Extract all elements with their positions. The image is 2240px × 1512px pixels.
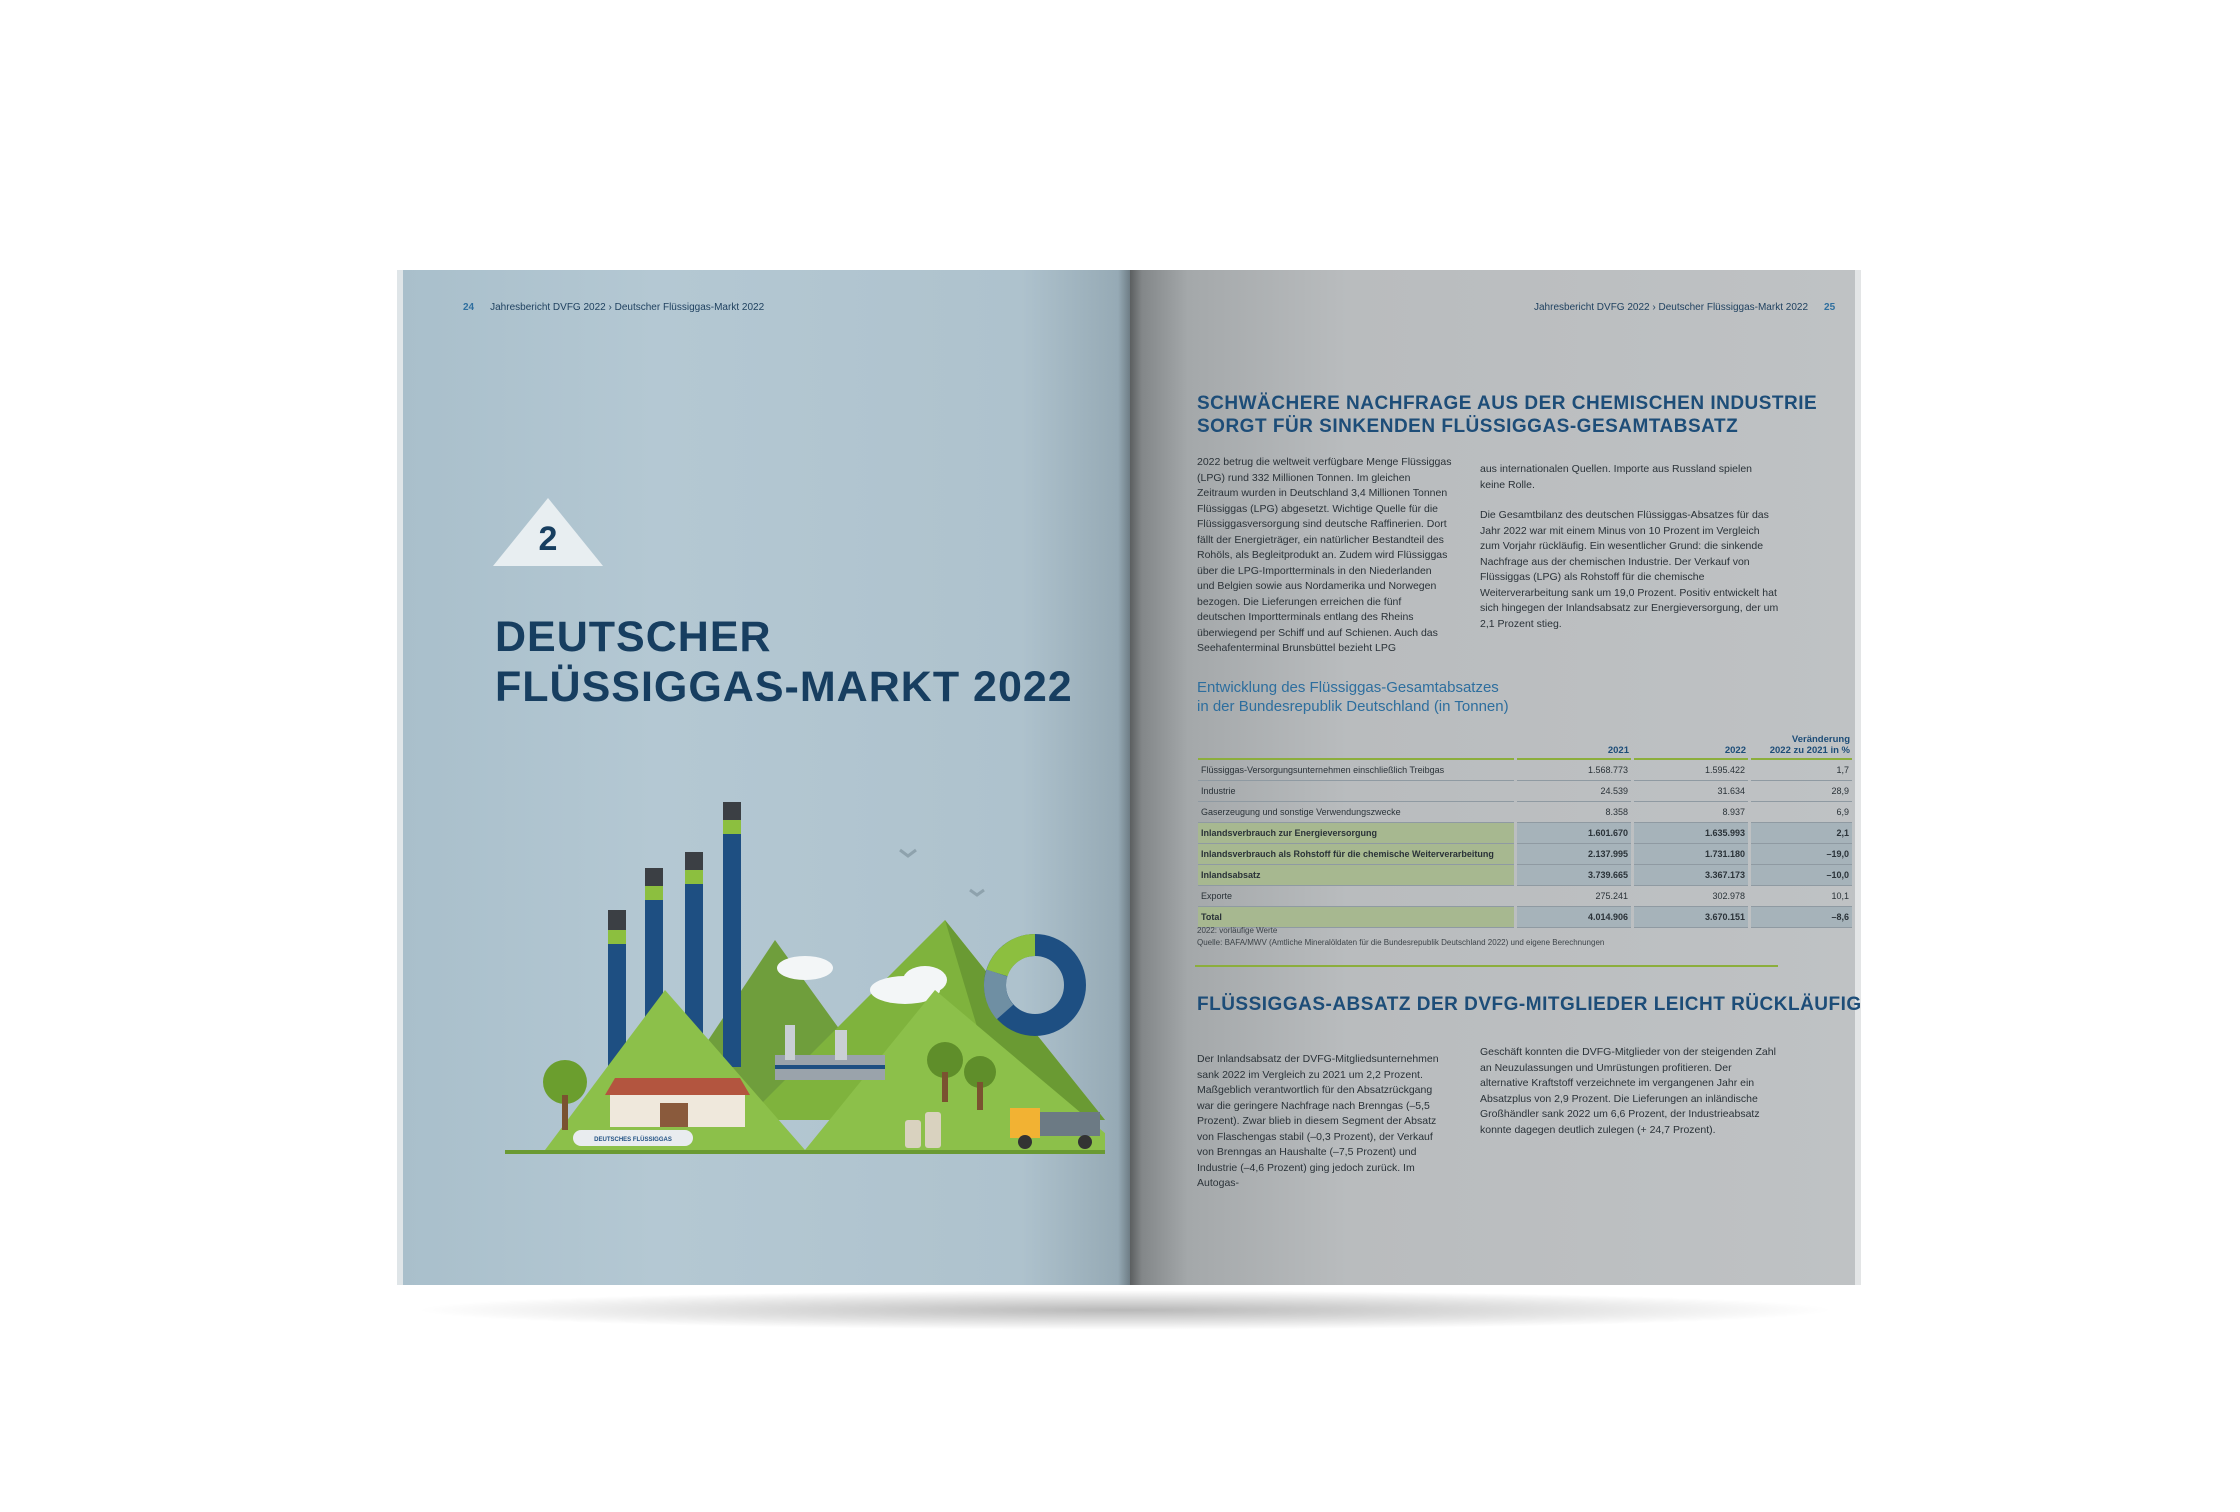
title-line-1: DEUTSCHER [495, 613, 772, 661]
paragraph: Die Gesamtbilanz des deutschen Flüssiggas-Absatzes für das Jahr 2022 war mit einem Minus von 10 Prozent im Vergleich zum Vorjahr rückläufig. Ein wesentlicher Grund: die sinkende Nachfrage aus der chemischen Industrie. Der Verkauf von Flüssiggas (LPG) als Rohstoff für die chemische Weiterverarbeitung sank um 19,0 Prozent. Positiv entwickelt hat sich hingegen der Inlandsabsatz zur Energieversorgung, der um 2,1 Prozent stieg. [1480, 509, 1779, 630]
row-2022: 8.937 [1634, 802, 1748, 823]
table-caption-line-1: Entwicklung des Flüssiggas-Gesamtabsatzes [1197, 679, 1499, 696]
left-page-number: 24 [463, 302, 475, 313]
page-title [495, 612, 1073, 712]
section-1-heading-line-1: SCHWÄCHERE NACHFRAGE AUS DER CHEMISCHEN INDUSTRIE [1197, 393, 1818, 414]
table-note-2: Quelle: BAFA/MWV (Amtliche Mineralöldaten für die Bundesrepublik Deutschland 2022) und eigene Berechnungen [1197, 938, 1605, 947]
header-change [1751, 722, 1852, 758]
table-caption-line-2: in der Bundesrepublik Deutschland (in Tonnen) [1197, 698, 1509, 715]
right-running-header [1534, 302, 1851, 313]
row-2022: 3.670.151 [1634, 907, 1748, 928]
left-running-header [447, 302, 764, 313]
row-2021: 2.137.995 [1517, 844, 1631, 865]
table-caption [1197, 678, 1509, 716]
row-2021: 1.568.773 [1517, 758, 1631, 781]
row-2021: 3.739.665 [1517, 865, 1631, 886]
row-2021: 275.241 [1517, 886, 1631, 907]
row-label: Gaserzeugung und sonstige Verwendungszwecke [1198, 802, 1514, 823]
table-row [1198, 781, 1852, 802]
table-row [1198, 886, 1852, 907]
section-1-heading-line-2: SORGT FÜR SINKENDEN FLÜSSIGGAS-GESAMTABSATZ [1197, 416, 1739, 437]
right-running-title: Jahresbericht DVFG 2022 › Deutscher Flüssiggas-Markt 2022 [1534, 302, 1809, 313]
row-2022: 1.731.180 [1634, 844, 1748, 865]
left-running-title: Jahresbericht DVFG 2022 › Deutscher Flüssiggas-Markt 2022 [490, 302, 765, 313]
row-2021: 24.539 [1517, 781, 1631, 802]
row-label: Flüssiggas-Versorgungsunternehmen einschließlich Treibgas [1198, 758, 1514, 781]
row-change: –10,0 [1751, 865, 1852, 886]
table-row [1198, 907, 1852, 928]
section-2-column-1 [1197, 1052, 1452, 1207]
paragraph: Der Inlandsabsatz der DVFG-Mitgliedsunternehmen sank 2022 im Vergleich zu 2021 um 2,2 Prozent. Maßgeblich verantwortlich für den Absatzrückgang war die geringere Nachfrage nach Brenngas (–5,5 Prozent). Zwar blieb in diesem Segment der Absatz von Flaschengas stabil (–0,3 Prozent), der Verkauf von Brenngas an Haushalte (–7,5 Prozent) und Industrie (–4,6 Prozent) ging jedoch zurück. Im Autogas- [1197, 1053, 1439, 1189]
header-change-line-1: Veränderung [1791, 734, 1850, 745]
table-header-row [1198, 722, 1852, 758]
paragraph: 2022 betrug die weltweit verfügbare Menge Flüssiggas (LPG) rund 332 Millionen Tonnen. Im gleichen Zeitraum wurden in Deutschland 3,4 Millionen Tonnen Flüssiggas (LPG) abgesetzt. Wichtige Quelle für die Flüssiggasversorgung sind deutsche Raffinerien. Dort fällt der Energieträger, ein natürlicher Bestandteil des Rohöls, als Begleitprodukt an. Zudem wird Flüssiggas über die LPG-Importterminals in den Niederlanden und Belgien sowie aus Nordamerika und Norwegen bezogen. Die Lieferungen erreichen die fünf deutschen Importterminals entlang des Rheins überwiegend per Schiff und auf Schienen. Auch das Seehafenterminal Brunsbüttel bezieht LPG [1197, 456, 1452, 654]
row-change: 6,9 [1751, 802, 1852, 823]
header-change-line-2: 2022 zu 2021 in % [1769, 745, 1850, 756]
header-2021: 2021 [1607, 745, 1629, 756]
row-2022: 31.634 [1634, 781, 1748, 802]
header-label [1198, 722, 1514, 758]
table-row [1198, 802, 1852, 823]
row-2022: 302.978 [1634, 886, 1748, 907]
section-1-heading [1197, 392, 1817, 438]
row-change: 10,1 [1751, 886, 1852, 907]
row-2022: 1.595.422 [1634, 758, 1748, 781]
section-2-heading: FLÜSSIGGAS-ABSATZ DER DVFG-MITGLIEDER LEICHT RÜCKLÄUFIG [1197, 994, 1862, 1015]
chapter-number: 2 [538, 520, 558, 558]
row-change: –8,6 [1751, 907, 1852, 928]
row-label: Inlandsabsatz [1198, 865, 1514, 886]
row-label: Inlandsverbrauch zur Energieversorgung [1198, 823, 1514, 844]
table-row [1198, 865, 1852, 886]
header-2022: 2022 [1724, 745, 1746, 756]
row-change: 28,9 [1751, 781, 1852, 802]
row-label: Exporte [1198, 886, 1514, 907]
row-change: –19,0 [1751, 844, 1852, 865]
title-line-2: FLÜSSIGGAS-MARKT 2022 [495, 663, 1073, 711]
row-change: 2,1 [1751, 823, 1852, 844]
sales-table [1195, 722, 1855, 928]
row-change: 1,7 [1751, 758, 1852, 781]
table-row [1198, 823, 1852, 844]
section-1-column-2 [1480, 462, 1780, 647]
right-page-number: 25 [1824, 302, 1836, 313]
row-label: Inlandsverbrauch als Rohstoff für die chemische Weiterverarbeitung [1198, 844, 1514, 865]
tank-label: DEUTSCHES FLÜSSIGGAS [594, 1137, 672, 1143]
row-2022: 1.635.993 [1634, 823, 1748, 844]
table-note-1: 2022: vorläufige Werte [1197, 926, 1278, 935]
row-2022: 3.367.173 [1634, 865, 1748, 886]
book-shadow [410, 1290, 1840, 1330]
row-label: Total [1198, 907, 1514, 928]
table-row [1198, 758, 1852, 781]
row-label: Industrie [1198, 781, 1514, 802]
paragraph: Geschäft konnten die DVFG-Mitglieder von der steigenden Zahl an Neuzulassungen und Umrüstungen profitieren. Der alternative Kraftstoff verzeichnete im vergangenen Jahr ein Absatzplus von 2,9 Prozent. Die Lieferungen an inländische Großhändler sank 2022 um 6,6 Prozent, der Industrieabsatz konnte dagegen deutlich zulegen (+ 24,7 Prozent). [1480, 1046, 1776, 1136]
chapter-marker [493, 498, 603, 566]
section-2-column-2 [1480, 1045, 1780, 1153]
table-row [1198, 844, 1852, 865]
row-2021: 8.358 [1517, 802, 1631, 823]
section-1-column-1 [1197, 455, 1452, 672]
industry-landscape-illustration [505, 790, 1105, 1165]
section-divider [1195, 965, 1778, 967]
row-2021: 4.014.906 [1517, 907, 1631, 928]
paragraph: aus internationalen Quellen. Importe aus Russland spielen keine Rolle. [1480, 463, 1753, 491]
book-spine [1118, 270, 1142, 1285]
row-2021: 1.601.670 [1517, 823, 1631, 844]
